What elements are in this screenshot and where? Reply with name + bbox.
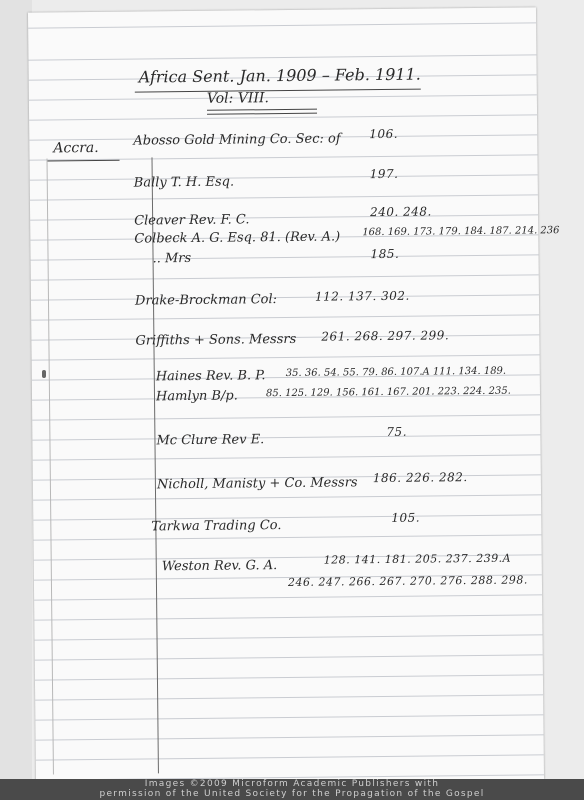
entry-refs: 35. 36. 54. 55. 79. 86. 107.A 111. 134. 189.	[285, 365, 507, 380]
entry-refs: 85. 125. 129. 156. 161. 167. 201. 223. 224. 235.	[265, 385, 511, 400]
entry-refs: 261. 268. 297. 299.	[321, 328, 450, 344]
entry-refs: 105.	[391, 510, 421, 525]
entry-name: Weston Rev. G. A.	[161, 558, 278, 575]
entry-refs: 185.	[370, 246, 400, 262]
entry-name: Cleaver Rev. F. C.	[134, 212, 250, 229]
ledger-page	[28, 7, 560, 784]
entry-refs: 106.	[369, 126, 399, 142]
entry-name: Drake-Brockman Col:	[134, 292, 278, 309]
entry-name: Bally T. H. Esq.	[133, 174, 235, 191]
entry-name: Colbeck A. G. Esq. 81. (Rev. A.)	[134, 229, 341, 247]
place-underline	[48, 160, 120, 162]
footer-line-2: permission of the United Society for the Propagation of the Gospel	[99, 789, 485, 799]
entry-refs: 197.	[369, 166, 399, 182]
left-margin-rule	[46, 158, 53, 774]
entry-name: Mc Clure Rev E.	[156, 432, 265, 449]
entry-name: Abosso Gold Mining Co. Sec: of	[133, 131, 341, 149]
binding-mark	[42, 370, 46, 378]
entry-name: Tarkwa Trading Co.	[151, 518, 282, 535]
volume-label: Vol: VIII.	[206, 90, 270, 107]
entry-refs: 240. 248.	[370, 204, 432, 220]
entry-name: Griffiths + Sons. Messrs	[135, 331, 297, 349]
entry-name: .. Mrs	[152, 250, 192, 267]
margin-rule	[151, 157, 158, 773]
place-heading: Accra.	[53, 139, 99, 157]
entry-name: Hamlyn B/p.	[155, 388, 238, 405]
entry-name: Nicholl, Manisty + Co. Messrs	[156, 475, 358, 493]
entry-refs: 112. 137. 302.	[314, 288, 410, 304]
volume-underline	[207, 109, 317, 115]
entry-refs: 186. 226. 282.	[372, 470, 468, 486]
title-underline	[135, 89, 421, 93]
entry-refs: 168. 169. 173. 179. 184. 187. 214. 236	[362, 225, 560, 239]
entry-name: Haines Rev. B. P.	[155, 368, 266, 385]
footer-line-1: Images ©2009 Microform Academic Publishers with	[144, 779, 440, 789]
entry-refs: 246. 247. 266. 267. 270. 276. 288. 298.	[287, 573, 528, 589]
copyright-footer	[0, 779, 584, 800]
entry-refs: 75.	[386, 424, 408, 439]
binding-edge	[0, 0, 32, 800]
page-title: Africa Sent. Jan. 1909 – Feb. 1911.	[138, 64, 421, 87]
entry-refs: 128. 141. 181. 205. 237. 239.A	[323, 551, 512, 567]
